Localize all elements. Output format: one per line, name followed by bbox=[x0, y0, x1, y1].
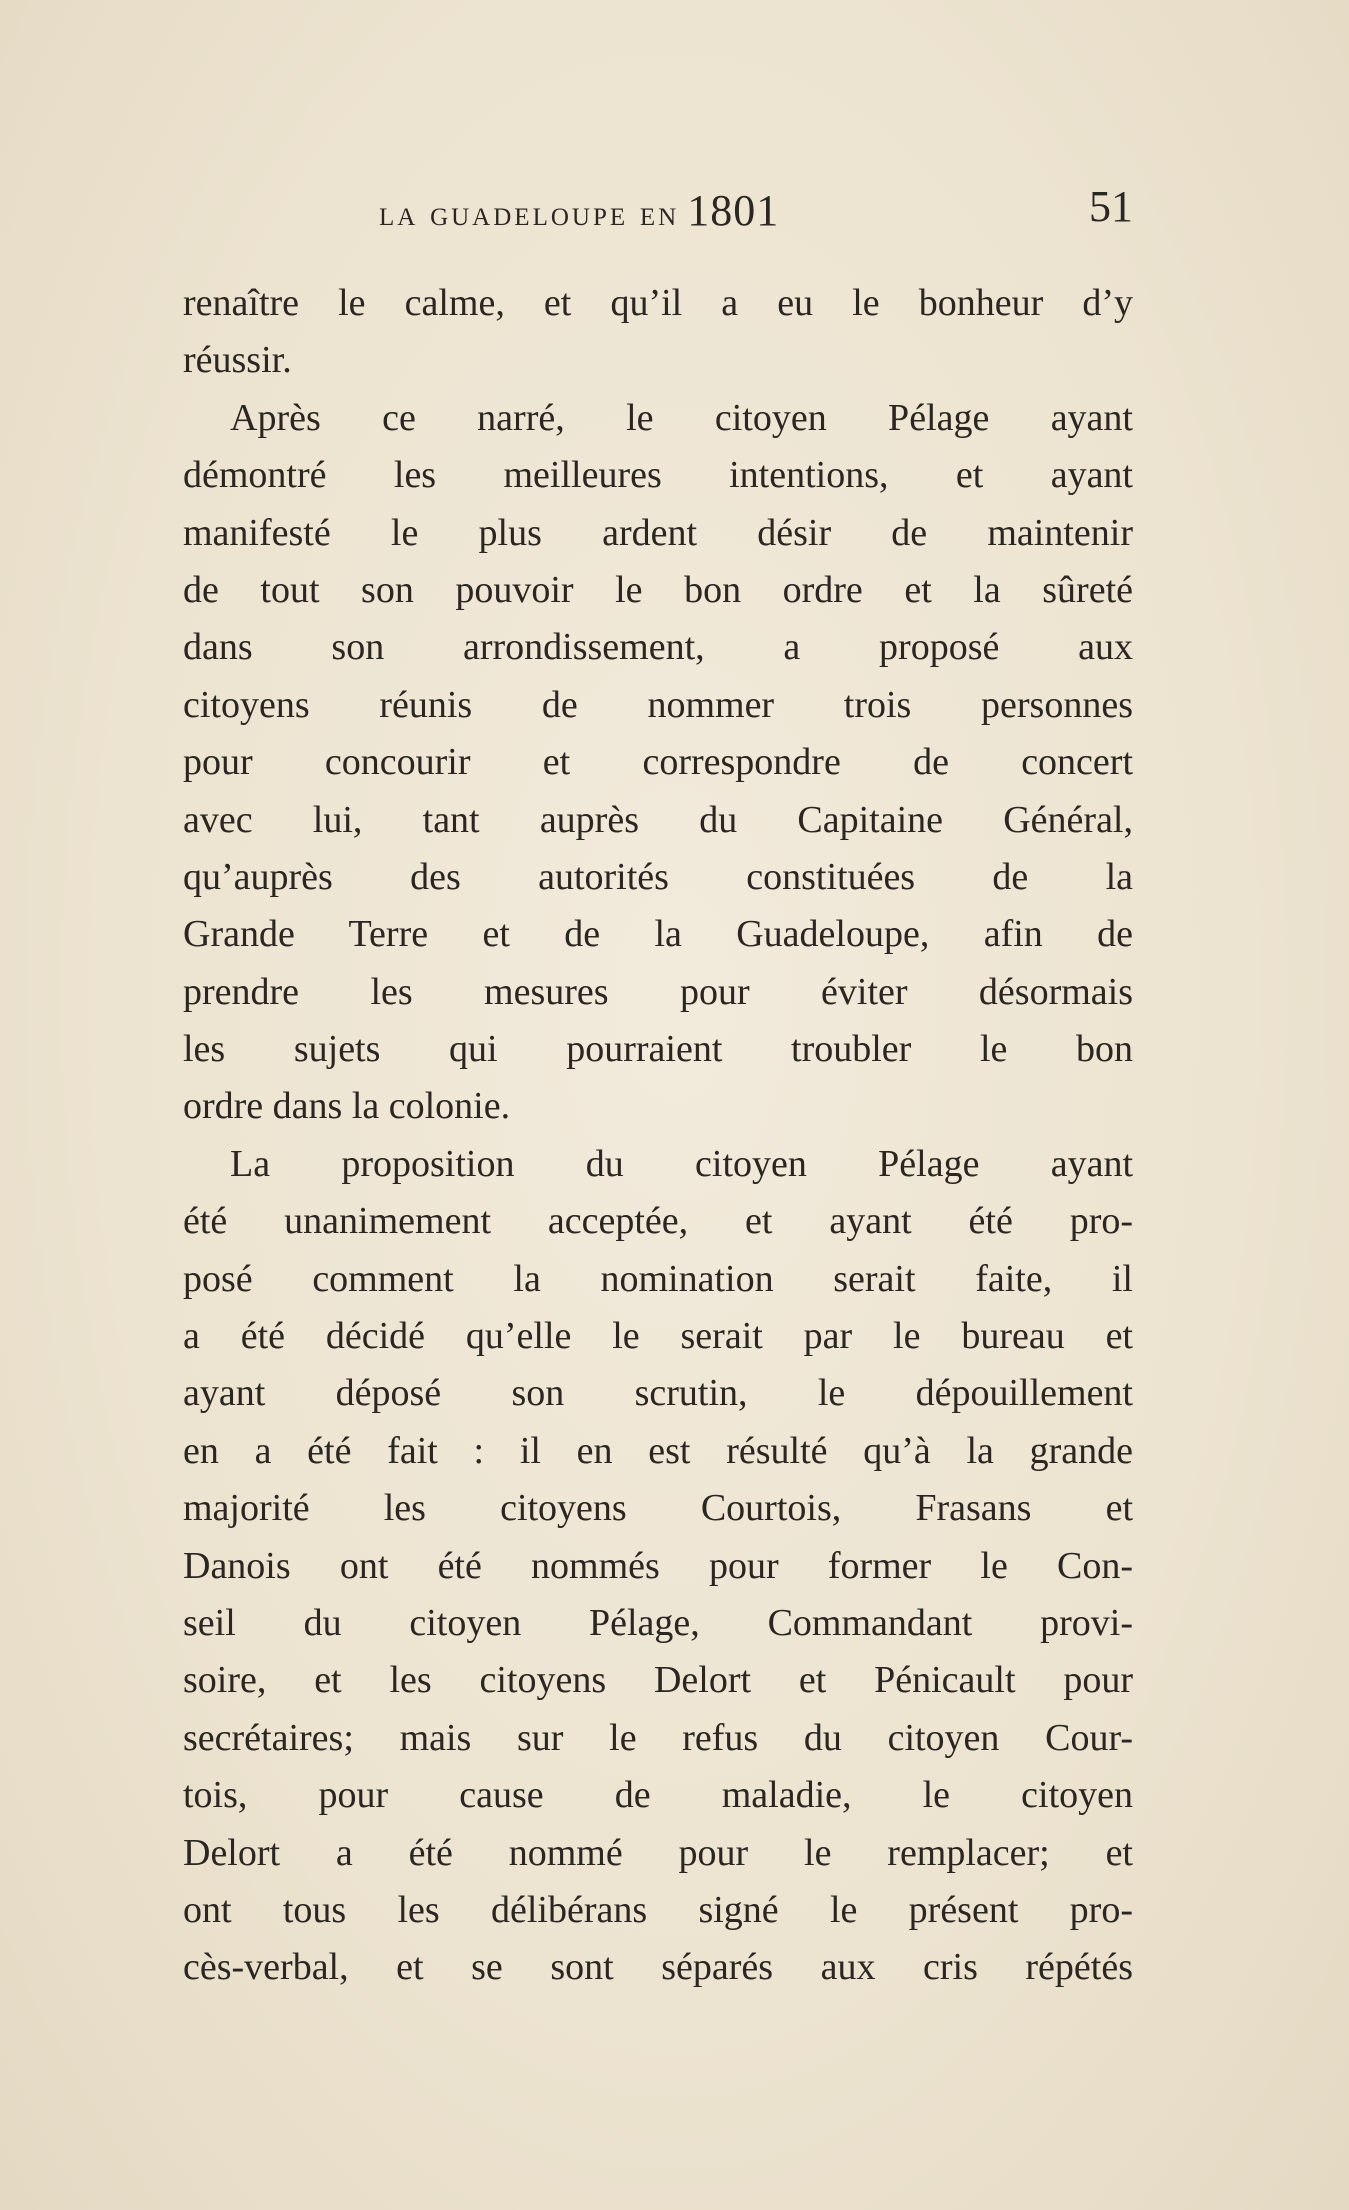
text-line: Grande Terre et de la Guadeloupe, afin de bbox=[183, 913, 1133, 956]
text-line: qu’auprès des autorités constituées de la bbox=[183, 855, 1133, 898]
paragraph-start-line: La proposition du citoyen Pélage ayant bbox=[230, 1142, 1133, 1185]
text-line: pour concourir et correspondre de concert bbox=[183, 741, 1133, 784]
text-line: de tout son pouvoir le bon ordre et la sûreté bbox=[183, 568, 1133, 611]
text-line: été unanimement acceptée, et ayant été pro- bbox=[183, 1200, 1133, 1243]
text-line: Delort a été nommé pour le remplacer; et bbox=[183, 1831, 1133, 1874]
text-line: dans son arrondissement, a proposé aux bbox=[183, 626, 1133, 669]
text-line: en a été fait : il en est résulté qu’à la grande bbox=[183, 1429, 1133, 1472]
text-line: démontré les meilleures intentions, et ayant bbox=[183, 454, 1133, 497]
text-line: prendre les mesures pour éviter désormais bbox=[183, 970, 1133, 1013]
text-line: tois, pour cause de maladie, le citoyen bbox=[183, 1774, 1133, 1817]
text-line: posé comment la nomination serait faite, il bbox=[183, 1257, 1133, 1300]
text-line: cès-verbal, et se sont séparés aux cris répétés bbox=[183, 1946, 1133, 1989]
page-number: 51 bbox=[1089, 182, 1133, 231]
text-line: Danois ont été nommés pour former le Con- bbox=[183, 1544, 1133, 1587]
text-line: soire, et les citoyens Delort et Pénicault pour bbox=[183, 1659, 1133, 1702]
running-title bbox=[379, 185, 779, 236]
text-line: seil du citoyen Pélage, Commandant provi- bbox=[183, 1601, 1133, 1644]
text-line: manifesté le plus ardent désir de maintenir bbox=[183, 511, 1133, 554]
running-title-text: la guadeloupe en bbox=[379, 194, 680, 233]
paragraph-start-line: Après ce narré, le citoyen Pélage ayant bbox=[230, 396, 1133, 439]
text-line: ordre dans la colonie. bbox=[183, 1085, 511, 1128]
text-line: ayant déposé son scrutin, le dépouillement bbox=[183, 1372, 1133, 1415]
body-text bbox=[183, 275, 1133, 1997]
text-line: renaître le calme, et qu’il a eu le bonheur d’y bbox=[183, 282, 1133, 324]
text-line: majorité les citoyens Courtois, Frasans et bbox=[183, 1487, 1133, 1530]
text-line: secrétaires; mais sur le refus du citoyen Cour- bbox=[183, 1716, 1133, 1759]
text-line: ont tous les délibérans signé le présent pro- bbox=[183, 1888, 1133, 1931]
running-title-year: 1801 bbox=[687, 186, 780, 235]
text-line: réussir. bbox=[183, 339, 292, 382]
text-line: avec lui, tant auprès du Capitaine Général, bbox=[183, 798, 1133, 841]
text-line: citoyens réunis de nommer trois personnes bbox=[183, 683, 1133, 726]
text-line: les sujets qui pourraient troubler le bon bbox=[183, 1028, 1133, 1071]
text-line: a été décidé qu’elle le serait par le bureau et bbox=[183, 1315, 1133, 1358]
running-head bbox=[183, 182, 1133, 235]
